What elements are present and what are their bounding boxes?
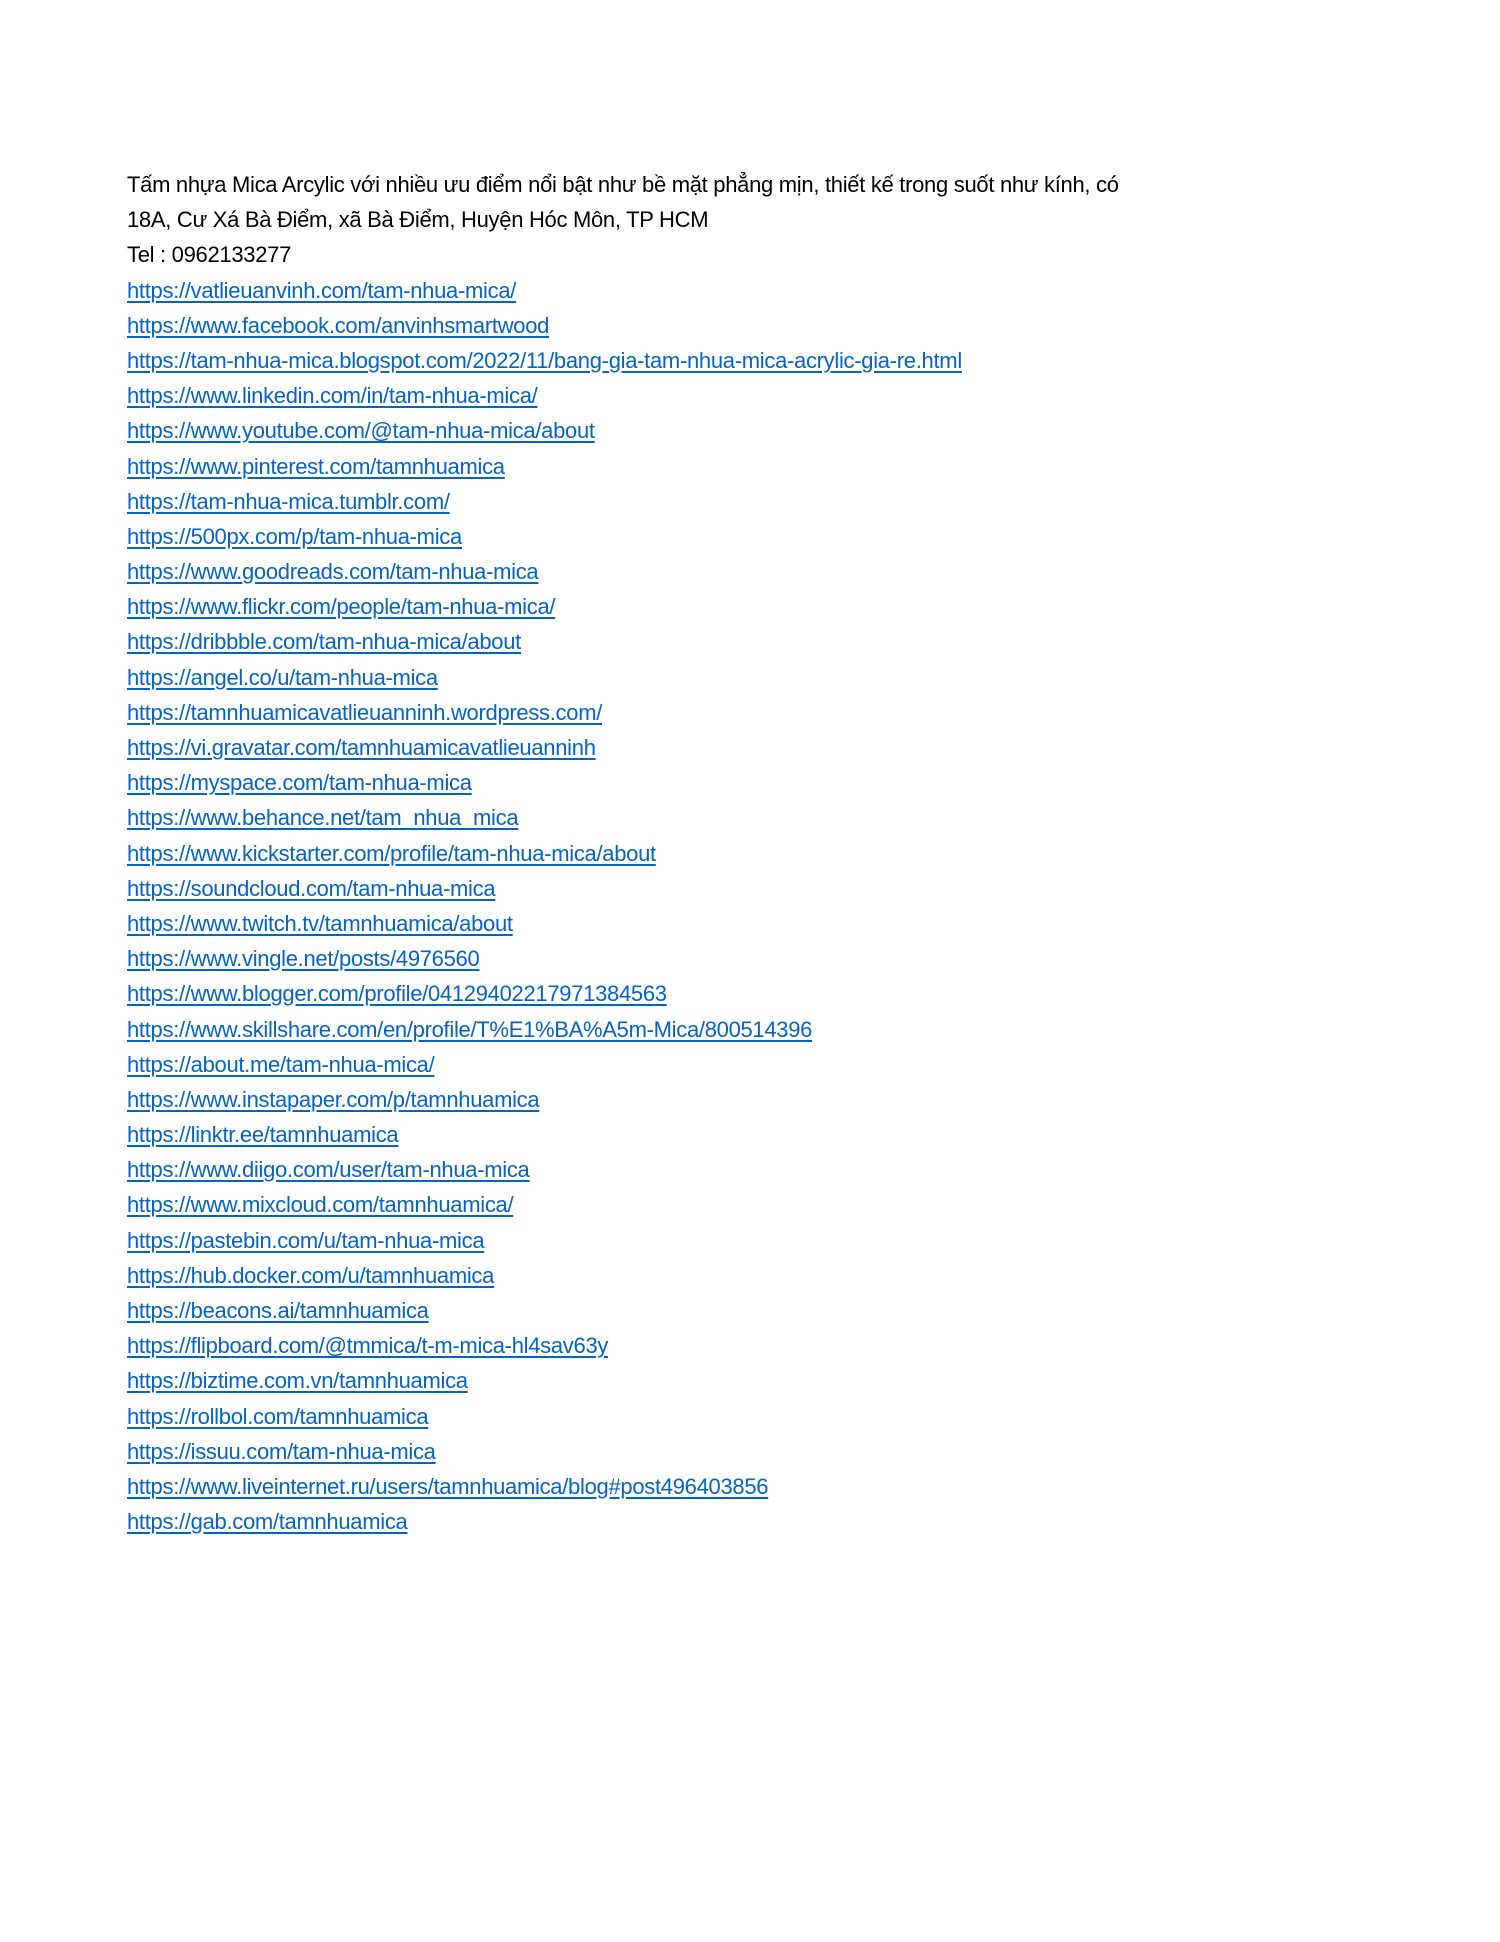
hyperlink[interactable]: https://pastebin.com/u/tam-nhua-mica <box>127 1227 485 1253</box>
hyperlink[interactable]: https://biztime.com.vn/tamnhuamica <box>127 1368 468 1394</box>
hyperlink[interactable]: https://www.kickstarter.com/profile/tam-nhua-mica/about <box>127 840 656 866</box>
hyperlink[interactable]: https://vatlieuanvinh.com/tam-nhua-mica/ <box>127 277 517 303</box>
hyperlink[interactable]: https://flipboard.com/@tmmica/t-m-mica-hl4sav63y <box>127 1333 609 1359</box>
hyperlink[interactable]: https://www.instapaper.com/p/tamnhuamica <box>127 1086 540 1112</box>
phone-text: Tel : 0962133277 <box>127 242 292 268</box>
link-list <box>127 273 1250 1540</box>
hyperlink[interactable]: https://rollbol.com/tamnhuamica <box>127 1403 429 1429</box>
hyperlink[interactable]: https://about.me/tam-nhua-mica/ <box>127 1051 435 1077</box>
hyperlink[interactable]: https://vi.gravatar.com/tamnhuamicavatlieuanninh <box>127 735 596 760</box>
hyperlink[interactable]: https://beacons.ai/tamnhuamica <box>127 1298 429 1323</box>
document-page <box>127 167 1250 1539</box>
hyperlink[interactable]: https://tam-nhua-mica.blogspot.com/2022/11/bang-gia-tam-nhua-mica-acrylic-gia-re.html <box>127 347 962 373</box>
hyperlink[interactable]: https://dribbble.com/tam-nhua-mica/about <box>127 629 521 655</box>
hyperlink[interactable]: https://tam-nhua-mica.tumblr.com/ <box>127 488 450 514</box>
hyperlink[interactable]: https://gab.com/tamnhuamica <box>127 1509 408 1535</box>
hyperlink[interactable]: https://www.linkedin.com/in/tam-nhua-mica/ <box>127 383 538 409</box>
hyperlink[interactable]: https://www.flickr.com/people/tam-nhua-mica/ <box>127 594 556 620</box>
hyperlink[interactable]: https://hub.docker.com/u/tamnhuamica <box>127 1262 495 1288</box>
hyperlink[interactable]: https://angel.co/u/tam-nhua-mica <box>127 664 438 690</box>
hyperlink[interactable]: https://www.mixcloud.com/tamnhuamica/ <box>127 1192 514 1218</box>
hyperlink[interactable]: https://www.pinterest.com/tamnhuamica <box>127 453 505 479</box>
hyperlink[interactable]: https://www.diigo.com/user/tam-nhua-mica <box>127 1157 530 1183</box>
hyperlink[interactable]: https://tamnhuamicavatlieuanninh.wordpress.com/ <box>127 699 603 725</box>
hyperlink[interactable]: https://www.youtube.com/@tam-nhua-mica/about <box>127 418 595 444</box>
intro-text: Tấm nhựa Mica Arcylic với nhiều ưu điểm nổi bật như bề mặt phẳng mịn, thiết kế trong suốt như kính, có <box>127 172 1119 197</box>
hyperlink[interactable]: https://soundcloud.com/tam-nhua-mica <box>127 875 496 901</box>
hyperlink[interactable]: https://www.twitch.tv/tamnhuamica/about <box>127 910 513 936</box>
hyperlink[interactable]: https://www.facebook.com/anvinhsmartwood <box>127 312 550 338</box>
hyperlink[interactable]: https://www.skillshare.com/en/profile/T%E1%BA%A5m-Mica/800514396 <box>127 1016 813 1042</box>
hyperlink[interactable]: https://linktr.ee/tamnhuamica <box>127 1122 399 1148</box>
address-text: 18A, Cư Xá Bà Điểm, xã Bà Điểm, Huyện Hóc Môn, TP HCM <box>127 207 709 233</box>
hyperlink[interactable]: https://www.behance.net/tam_nhua_mica <box>127 805 519 831</box>
hyperlink[interactable]: https://500px.com/p/tam-nhua-mica <box>127 523 462 549</box>
hyperlink[interactable]: https://www.vingle.net/posts/4976560 <box>127 946 480 972</box>
hyperlink[interactable]: https://www.goodreads.com/tam-nhua-mica <box>127 559 539 585</box>
hyperlink[interactable]: https://www.blogger.com/profile/04129402217971384563 <box>127 981 667 1007</box>
hyperlink[interactable]: https://www.liveinternet.ru/users/tamnhuamica/blog#post496403856 <box>127 1473 769 1499</box>
hyperlink[interactable]: https://issuu.com/tam-nhua-mica <box>127 1438 436 1464</box>
hyperlink[interactable]: https://myspace.com/tam-nhua-mica <box>127 770 472 796</box>
